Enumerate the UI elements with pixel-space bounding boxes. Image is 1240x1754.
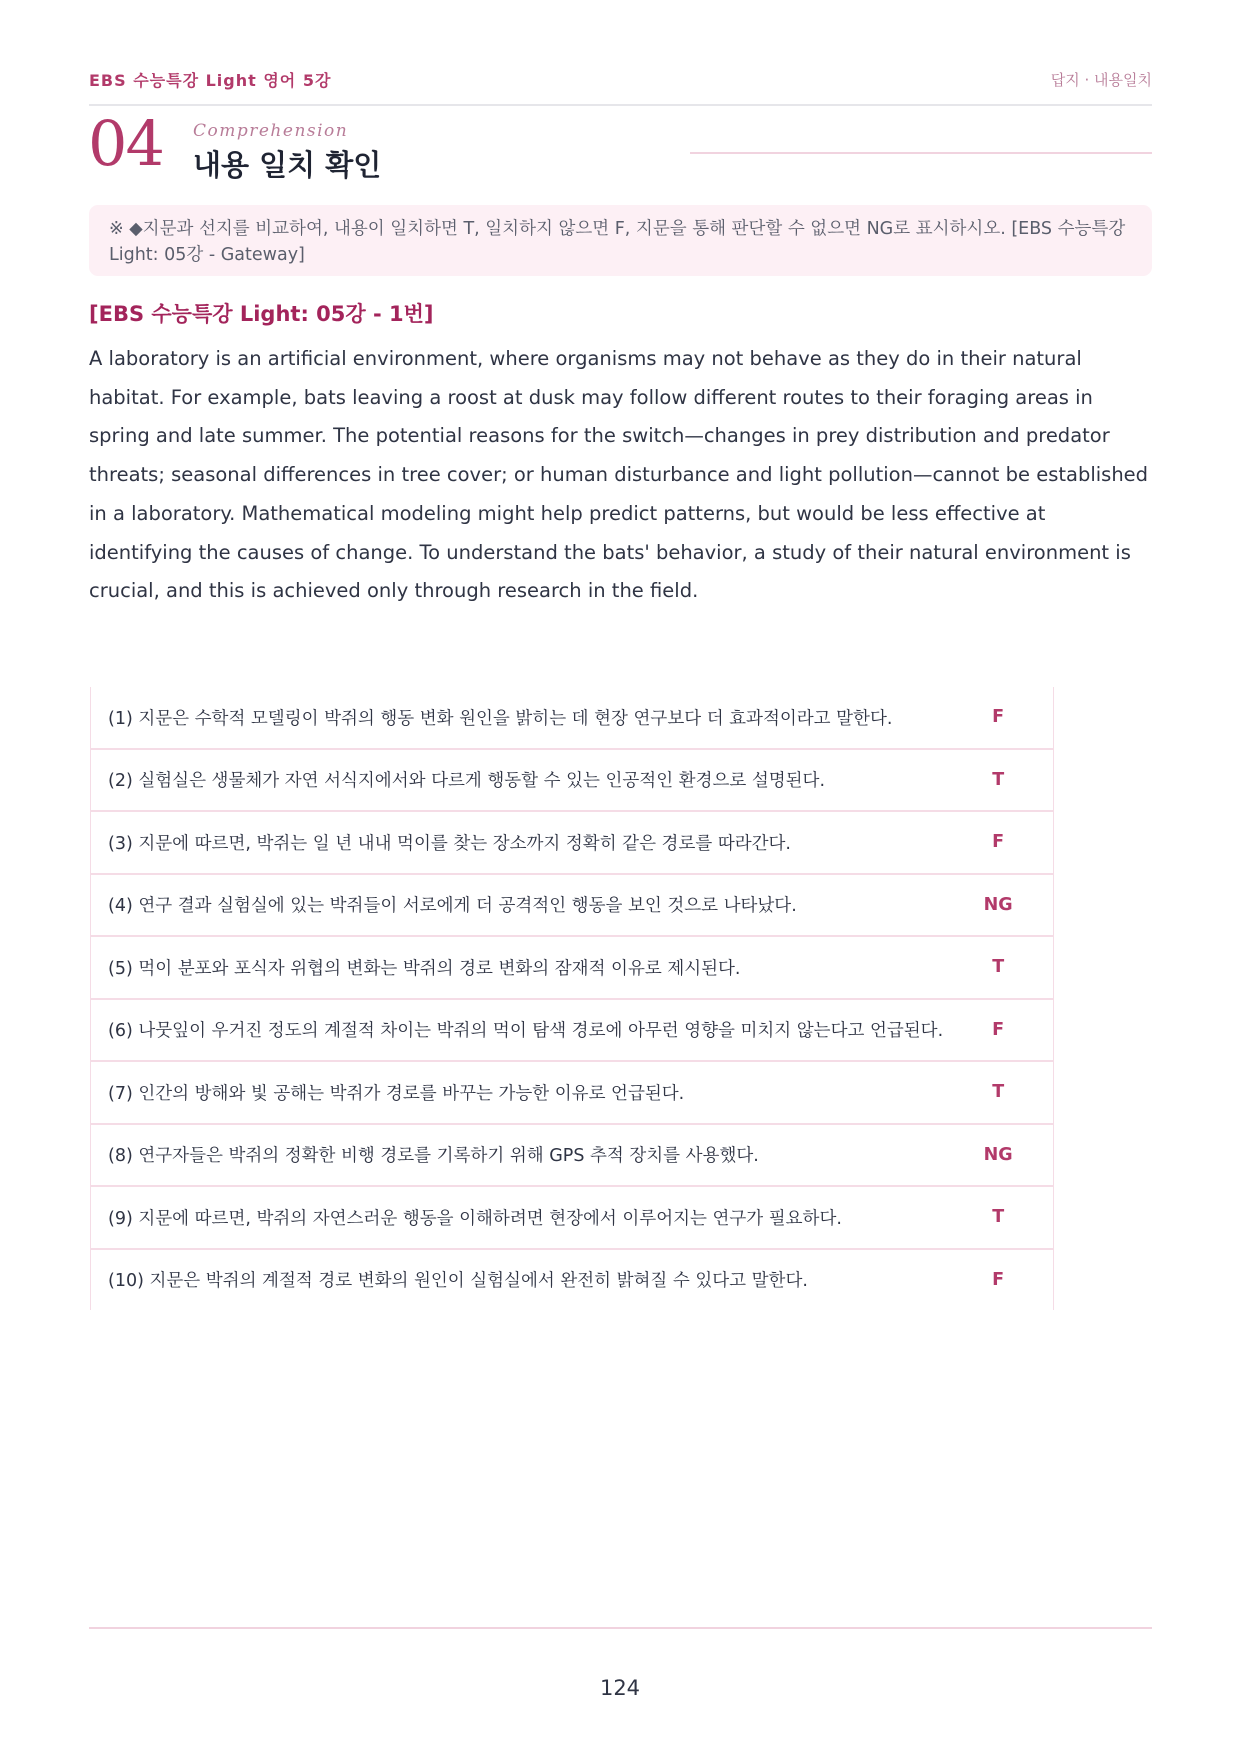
footer-divider: [89, 1627, 1152, 1629]
section-eyebrow: Comprehension: [193, 121, 349, 141]
statement-text: (5) 먹이 분포와 포식자 위협의 변화는 박쥐의 경로 변화의 잠재적 이유로 제시된다.: [91, 936, 944, 999]
statement-text: (1) 지문은 수학적 모델링이 박쥐의 행동 변화 원인을 밝히는 데 현장 연구보다 더 효과적이라고 말한다.: [91, 687, 944, 749]
answer-mark: F: [943, 811, 1054, 874]
section-title: 내용 일치 확인: [193, 148, 382, 182]
table-row: [91, 1061, 1054, 1124]
statement-text: (7) 인간의 방해와 빛 공해는 박쥐가 경로를 바꾸는 가능한 이유로 언급된다.: [91, 1061, 944, 1124]
instruction-box: ※ ◆지문과 선지를 비교하여, 내용이 일치하면 T, 일치하지 않으면 F, 지문을 통해 판단할 수 없으면 NG로 표시하시오. [EBS 수능특강 Light: 05강 - Gateway]: [89, 205, 1152, 276]
answer-mark: F: [943, 687, 1054, 749]
table-row: [91, 999, 1054, 1062]
statement-text: (3) 지문에 따르면, 박쥐는 일 년 내내 먹이를 찾는 장소까지 정확히 같은 경로를 따라간다.: [91, 811, 944, 874]
section-number: 04: [88, 107, 163, 180]
statement-text: (9) 지문에 따르면, 박쥐의 자연스러운 행동을 이해하려면 현장에서 이루어지는 연구가 필요하다.: [91, 1186, 944, 1249]
answer-table: [90, 687, 1054, 1310]
table-row: [91, 811, 1054, 874]
statement-text: (10) 지문은 박쥐의 계절적 경로 변화의 원인이 실험실에서 완전히 밝혀질 수 있다고 말한다.: [91, 1249, 944, 1311]
table-row: [91, 687, 1054, 749]
answer-mark: T: [943, 936, 1054, 999]
table-row: [91, 1186, 1054, 1249]
answer-mark: NG: [943, 1124, 1054, 1187]
answer-mark: T: [943, 1061, 1054, 1124]
source-heading: [EBS 수능특강 Light: 05강 - 1번]: [89, 302, 434, 326]
table-row: [91, 1124, 1054, 1187]
answer-mark: T: [943, 749, 1054, 812]
answer-mark: NG: [943, 874, 1054, 937]
statement-text: (8) 연구자들은 박쥐의 정확한 비행 경로를 기록하기 위해 GPS 추적 장치를 사용했다.: [91, 1124, 944, 1187]
book-title: EBS 수능특강 Light 영어 5강: [89, 71, 332, 90]
statement-text: (4) 연구 결과 실험실에 있는 박쥐들이 서로에게 더 공격적인 행동을 보인 것으로 나타났다.: [91, 874, 944, 937]
table-row: [91, 749, 1054, 812]
table-row: [91, 936, 1054, 999]
answer-mark: F: [943, 1249, 1054, 1311]
page-header: [89, 68, 1152, 106]
section-label: 답지 · 내용일치: [1050, 71, 1152, 89]
answer-mark: F: [943, 999, 1054, 1062]
table-row: [91, 874, 1054, 937]
reading-passage: A laboratory is an artificial environment, where organisms may not behave as they do in their natural habitat. For example, bats leaving a roost at dusk may follow different routes to their foraging areas in spring and late summer. The potential reasons for the switch—changes in prey distribution and predator threats; seasonal differences in tree cover; or human disturbance and light pollution—cannot be established in a laboratory. Mathematical modeling might help predict patterns, but would be less effective at identifying the causes of change. To understand the bats' behavior, a study of their natural environment is crucial, and this is achieved only through research in the field.: [89, 347, 1149, 603]
statement-text: (2) 실험실은 생물체가 자연 서식지에서와 다르게 행동할 수 있는 인공적인 환경으로 설명된다.: [91, 749, 944, 812]
title-divider: [690, 152, 1152, 154]
answer-mark: T: [943, 1186, 1054, 1249]
statement-text: (6) 나뭇잎이 우거진 정도의 계절적 차이는 박쥐의 먹이 탐색 경로에 아무런 영향을 미치지 않는다고 언급된다.: [91, 999, 944, 1062]
page-number: 124: [599, 1676, 641, 1700]
table-row: [91, 1249, 1054, 1311]
